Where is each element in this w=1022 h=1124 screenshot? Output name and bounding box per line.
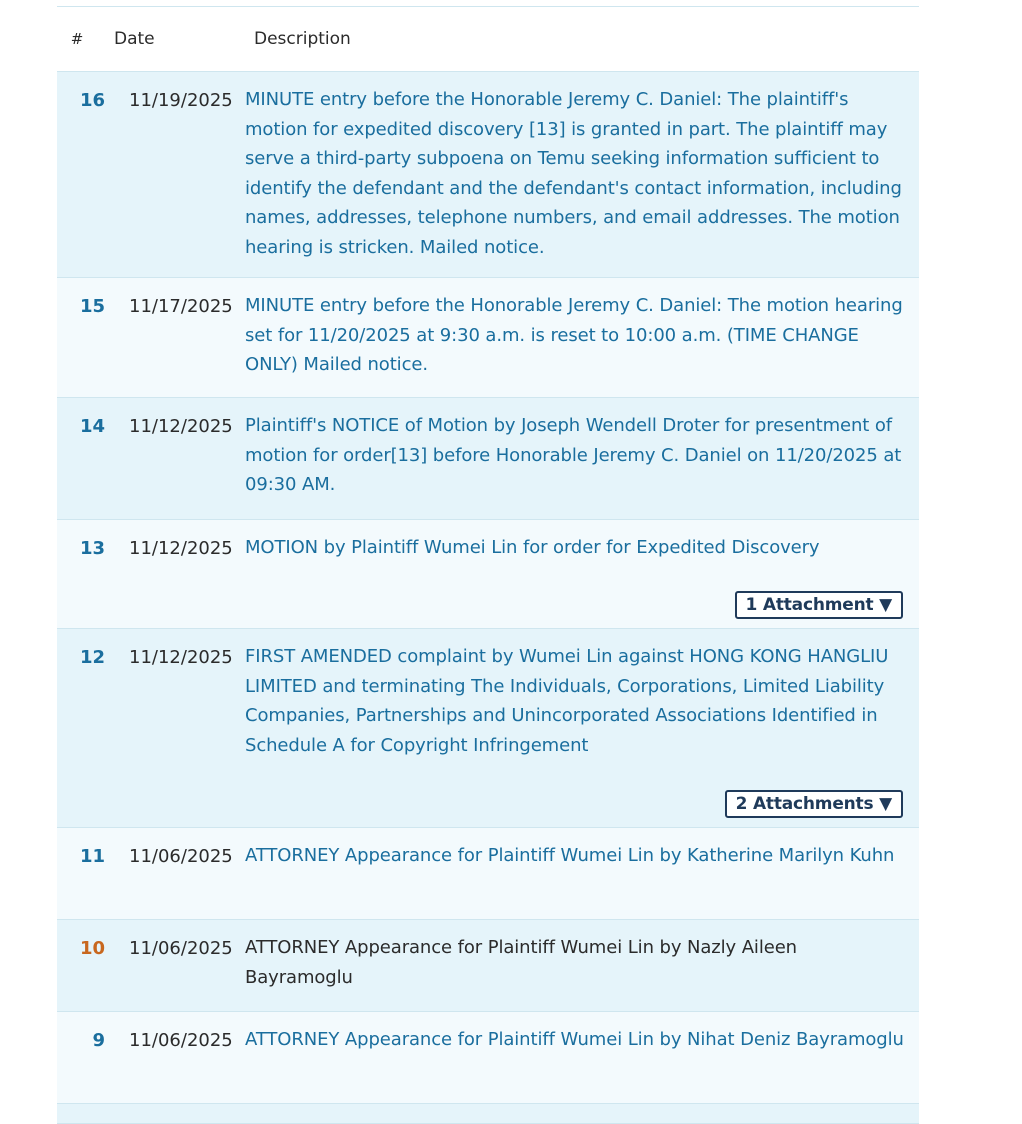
entry-date: 11/12/2025 <box>129 416 233 437</box>
docket-row-13 <box>57 520 919 629</box>
entry-description-link[interactable]: Plaintiff's NOTICE of Motion by Joseph Wendell Droter for presentment of motion for order[13] before Honorable Jeremy C. Daniel on 11/20/2025 at 09:30 AM. <box>245 415 902 495</box>
docket-row-10 <box>57 920 919 1012</box>
header-date: Date <box>114 29 155 49</box>
entry-date: 11/17/2025 <box>129 296 233 317</box>
entry-date: 11/12/2025 <box>129 647 233 668</box>
entry-date: 11/06/2025 <box>129 938 233 959</box>
docket-row-9 <box>57 1012 919 1104</box>
attachments-toggle-button[interactable]: 2 Attachments ▼ <box>725 790 903 818</box>
docket-row-14 <box>57 398 919 520</box>
entry-description-link[interactable]: MINUTE entry before the Honorable Jeremy C. Daniel: The plaintiff's motion for expedited discovery [13] is granted in part. The plaintiff may serve a third-party subpoena on Temu seeking information sufficient to identify the defendant and the defendant's contact information, including names, addresses, telephone numbers, and email addresses. The motion hearing is stricken. Mailed notice. <box>245 89 902 258</box>
docket-row-16 <box>57 72 919 278</box>
docket-row-partial <box>57 1104 919 1124</box>
entry-description-text: ATTORNEY Appearance for Plaintiff Wumei Lin by Nazly Aileen Bayramoglu <box>245 937 797 988</box>
table-header <box>57 7 919 72</box>
entry-number: 10 <box>79 938 105 959</box>
entry-description-link[interactable]: ATTORNEY Appearance for Plaintiff Wumei Lin by Nihat Deniz Bayramoglu <box>245 1029 904 1050</box>
entry-description-link[interactable]: ATTORNEY Appearance for Plaintiff Wumei Lin by Katherine Marilyn Kuhn <box>245 845 895 866</box>
entry-date: 11/19/2025 <box>129 90 233 111</box>
entry-number: 16 <box>79 90 105 111</box>
docket-row-11 <box>57 828 919 920</box>
entry-description-link[interactable]: MOTION by Plaintiff Wumei Lin for order for Expedited Discovery <box>245 537 820 558</box>
entry-number: 11 <box>79 846 105 867</box>
entry-date: 11/12/2025 <box>129 538 233 559</box>
entry-number: 15 <box>79 296 105 317</box>
docket-row-15 <box>57 278 919 398</box>
header-number: # <box>70 30 84 48</box>
entry-number: 13 <box>79 538 105 559</box>
docket-table <box>57 6 919 1124</box>
header-description: Description <box>254 29 351 49</box>
entry-description-link[interactable]: MINUTE entry before the Honorable Jeremy C. Daniel: The motion hearing set for 11/20/2025 at 9:30 a.m. is reset to 10:00 a.m. (TIME CHANGE ONLY) Mailed notice. <box>245 295 903 375</box>
entry-date: 11/06/2025 <box>129 1030 233 1051</box>
entry-description-link[interactable]: FIRST AMENDED complaint by Wumei Lin against HONG KONG HANGLIU LIMITED and terminating The Individuals, Corporations, Limited Liability Companies, Partnerships and Unincorporated Associations Identified in Schedule A for Copyright Infringement <box>245 646 889 756</box>
entry-date: 11/06/2025 <box>129 846 233 867</box>
docket-row-12 <box>57 629 919 828</box>
entry-number: 12 <box>79 647 105 668</box>
attachments-toggle-button[interactable]: 1 Attachment ▼ <box>735 591 903 619</box>
entry-description-link[interactable] <box>245 920 919 992</box>
entry-number: 14 <box>79 416 105 437</box>
entry-number: 9 <box>92 1030 105 1051</box>
